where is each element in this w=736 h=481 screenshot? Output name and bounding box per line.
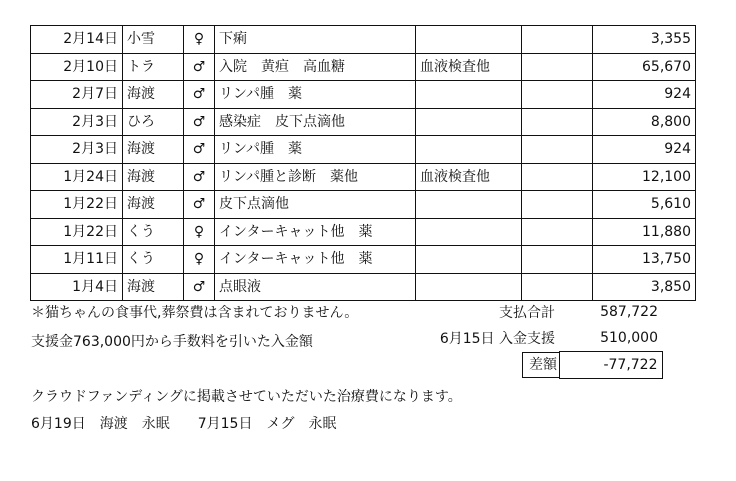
record-name: くう bbox=[123, 246, 184, 274]
table-row bbox=[31, 136, 696, 164]
table-row bbox=[31, 163, 696, 191]
record-sex: ♂ bbox=[184, 136, 215, 164]
record-blank bbox=[522, 246, 593, 274]
record-amount: 8,800 bbox=[593, 108, 696, 136]
record-sex: ♂ bbox=[184, 108, 215, 136]
record-date: 1月22日 bbox=[31, 191, 123, 219]
record-date: 1月22日 bbox=[31, 218, 123, 246]
diff-spacer bbox=[421, 352, 559, 379]
record-sex: ♂ bbox=[184, 53, 215, 81]
food-note: ＊猫ちゃんの食事代,葬祭費は含まれておりません。 bbox=[31, 305, 359, 321]
table-row bbox=[31, 273, 696, 301]
record-diagnosis: インターキャット他 薬 bbox=[215, 218, 416, 246]
record-date: 2月3日 bbox=[31, 136, 123, 164]
record-test bbox=[416, 246, 522, 274]
record-diagnosis: インターキャット他 薬 bbox=[215, 246, 416, 274]
record-diagnosis: リンパ腫 薬 bbox=[215, 136, 416, 164]
record-blank bbox=[522, 136, 593, 164]
record-blank bbox=[522, 81, 593, 109]
record-blank bbox=[522, 26, 593, 54]
record-test bbox=[416, 81, 522, 109]
records-body bbox=[31, 26, 696, 301]
record-amount: 13,750 bbox=[593, 246, 696, 274]
record-test bbox=[416, 26, 522, 54]
record-sex: ♀ bbox=[184, 26, 215, 54]
record-name: 海渡 bbox=[123, 191, 184, 219]
record-test bbox=[416, 273, 522, 301]
record-name: 海渡 bbox=[123, 273, 184, 301]
record-date: 2月10日 bbox=[31, 53, 123, 81]
memorial-note: 6月19日 海渡 永眠 7月15日 メグ 永眠 bbox=[31, 416, 337, 432]
record-amount: 924 bbox=[593, 136, 696, 164]
record-amount: 12,100 bbox=[593, 163, 696, 191]
record-name: トラ bbox=[123, 53, 184, 81]
record-date: 2月14日 bbox=[31, 26, 123, 54]
table-row bbox=[31, 81, 696, 109]
record-test bbox=[416, 218, 522, 246]
record-blank bbox=[522, 218, 593, 246]
record-amount: 65,670 bbox=[593, 53, 696, 81]
record-test: 血液検査他 bbox=[416, 163, 522, 191]
record-blank bbox=[522, 273, 593, 301]
record-diagnosis: 点眼液 bbox=[215, 273, 416, 301]
table-row bbox=[31, 191, 696, 219]
record-sex: ♀ bbox=[184, 218, 215, 246]
record-name: くう bbox=[123, 218, 184, 246]
diff-value: -77,722 bbox=[559, 352, 662, 379]
record-sex: ♂ bbox=[184, 191, 215, 219]
record-date: 1月4日 bbox=[31, 273, 123, 301]
support-note: 支援金763,000円から手数料を引いた入金額 bbox=[31, 334, 313, 350]
record-amount: 3,355 bbox=[593, 26, 696, 54]
record-name: 小雪 bbox=[123, 26, 184, 54]
record-amount: 11,880 bbox=[593, 218, 696, 246]
record-sex: ♂ bbox=[184, 81, 215, 109]
diff-label: 差額 bbox=[522, 352, 559, 378]
record-name: 海渡 bbox=[123, 163, 184, 191]
record-test bbox=[416, 136, 522, 164]
table-row bbox=[31, 108, 696, 136]
record-amount: 5,610 bbox=[593, 191, 696, 219]
record-test bbox=[416, 191, 522, 219]
table-row bbox=[31, 53, 696, 81]
record-diagnosis: 入院 黄疸 高血糖 bbox=[215, 53, 416, 81]
table-row bbox=[31, 26, 696, 54]
record-blank bbox=[522, 191, 593, 219]
record-blank bbox=[522, 53, 593, 81]
record-sex: ♂ bbox=[184, 273, 215, 301]
deposit-cell bbox=[421, 325, 559, 352]
record-blank bbox=[522, 108, 593, 136]
table-row bbox=[31, 246, 696, 274]
record-diagnosis: リンパ腫 薬 bbox=[215, 81, 416, 109]
summary-diff-row bbox=[421, 352, 662, 379]
table-row bbox=[31, 218, 696, 246]
record-test bbox=[416, 108, 522, 136]
deposit-date: 6月15日 bbox=[439, 331, 495, 348]
record-sex: ♀ bbox=[184, 246, 215, 274]
record-amount: 924 bbox=[593, 81, 696, 109]
treatment-records-table bbox=[30, 25, 696, 301]
record-name: 海渡 bbox=[123, 81, 184, 109]
record-name: 海渡 bbox=[123, 136, 184, 164]
record-diagnosis: 感染症 皮下点滴他 bbox=[215, 108, 416, 136]
deposit-value: 510,000 bbox=[600, 330, 658, 346]
deposit-label: 入金支援 bbox=[499, 331, 555, 348]
record-test: 血液検査他 bbox=[416, 53, 522, 81]
record-sex: ♂ bbox=[184, 163, 215, 191]
record-blank bbox=[522, 163, 593, 191]
record-diagnosis: 下痢 bbox=[215, 26, 416, 54]
summary-total-row bbox=[421, 299, 662, 325]
record-date: 1月24日 bbox=[31, 163, 123, 191]
record-date: 1月11日 bbox=[31, 246, 123, 274]
record-date: 2月3日 bbox=[31, 108, 123, 136]
record-date: 2月7日 bbox=[31, 81, 123, 109]
total-value: 587,722 bbox=[600, 304, 658, 320]
record-amount: 3,850 bbox=[593, 273, 696, 301]
record-name: ひろ bbox=[123, 108, 184, 136]
total-label: 支払合計 bbox=[499, 305, 555, 321]
record-diagnosis: リンパ腫と診断 薬他 bbox=[215, 163, 416, 191]
record-diagnosis: 皮下点滴他 bbox=[215, 191, 416, 219]
summary-deposit-row bbox=[421, 325, 662, 352]
summary-table bbox=[421, 299, 663, 379]
crowdfunding-note: クラウドファンディングに掲載させていただいた治療費になります。 bbox=[31, 389, 462, 405]
